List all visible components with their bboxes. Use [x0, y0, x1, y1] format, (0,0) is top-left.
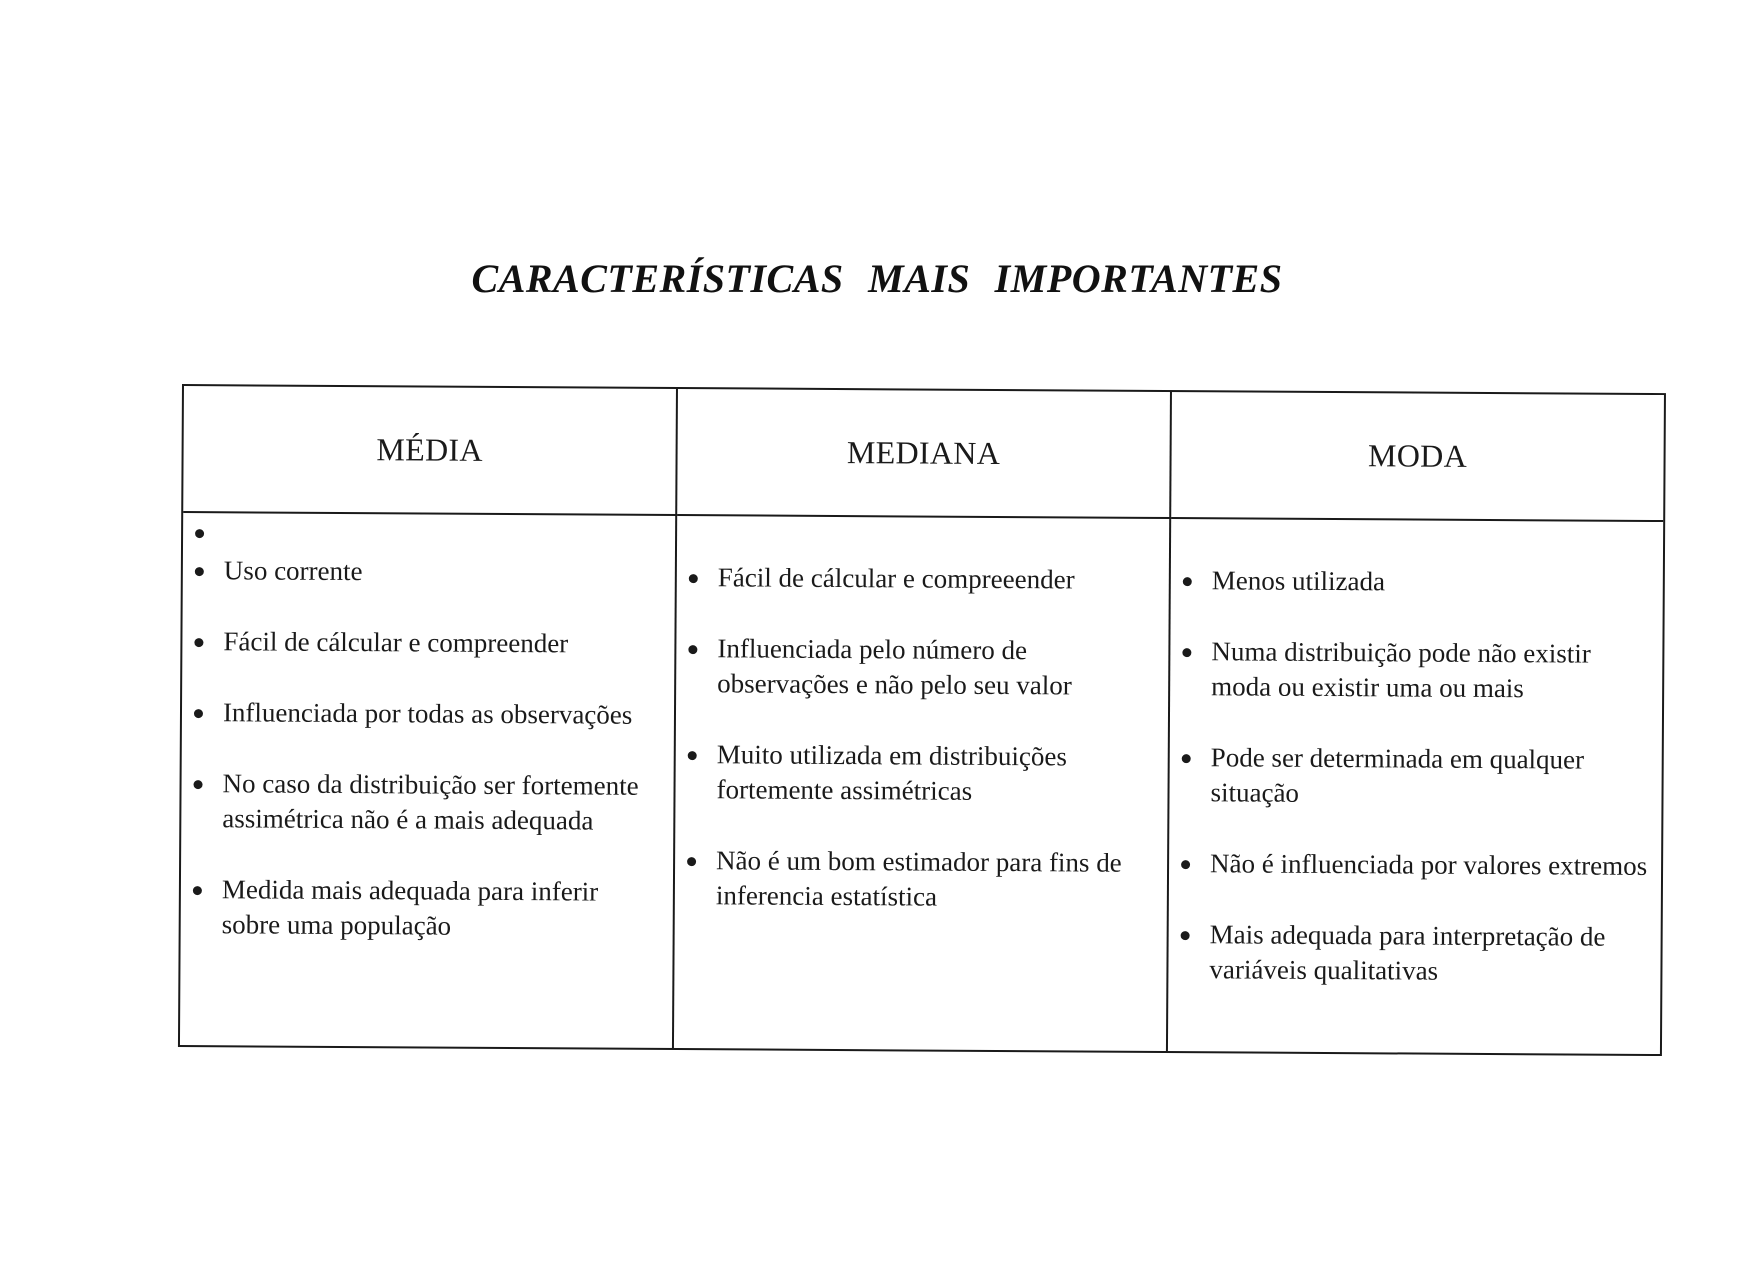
- characteristics-table: [178, 384, 1666, 1056]
- list-item: Uso corrente: [183, 553, 675, 591]
- page-title: CARACTERÍSTICAS MAIS IMPORTANTES: [471, 256, 1283, 301]
- list-item: Mais adequada para interpretação de variáveis qualitativas: [1168, 917, 1660, 990]
- mediana-list: [675, 516, 1169, 916]
- list-item: Influenciada por todas as observações: [182, 695, 674, 733]
- list-item: Muito utilizada em distribuições fortemente assimétricas: [675, 737, 1167, 810]
- media-list: [181, 513, 676, 945]
- list-item: Fácil de cálcular e compreender: [182, 624, 674, 662]
- list-item: Numa distribuição pode não existir moda ou existir uma ou mais: [1170, 634, 1662, 707]
- header-media: [183, 386, 678, 516]
- column-moda: [1168, 519, 1663, 1054]
- header-label-moda: MODA: [1367, 437, 1468, 474]
- empty-bullet-icon: [195, 529, 204, 538]
- header-moda: [1171, 392, 1664, 522]
- list-item: Não é um bom estimador para fins de inferencia estatística: [675, 843, 1167, 916]
- list-item: Menos utilizada: [1171, 563, 1663, 601]
- list-item: Influenciada pelo número de observações e não pelo seu valor: [676, 631, 1168, 704]
- column-media: [180, 513, 677, 1048]
- header-mediana: [677, 389, 1172, 519]
- list-item: Pode ser determinada em qualquer situação: [1169, 740, 1661, 813]
- moda-list: [1168, 519, 1663, 990]
- list-item: Medida mais adequada para inferir sobre uma população: [181, 872, 673, 945]
- header-label-mediana: MEDIANA: [846, 434, 1001, 471]
- list-item: No caso da distribuição ser fortemente assimétrica não é a mais adequada: [181, 766, 673, 839]
- list-item: Não é influenciada por valores extremos: [1169, 846, 1661, 884]
- list-item: Fácil de cálcular e compreeender: [677, 560, 1169, 598]
- header-label-media: MÉDIA: [376, 431, 483, 468]
- column-mediana: [674, 516, 1171, 1051]
